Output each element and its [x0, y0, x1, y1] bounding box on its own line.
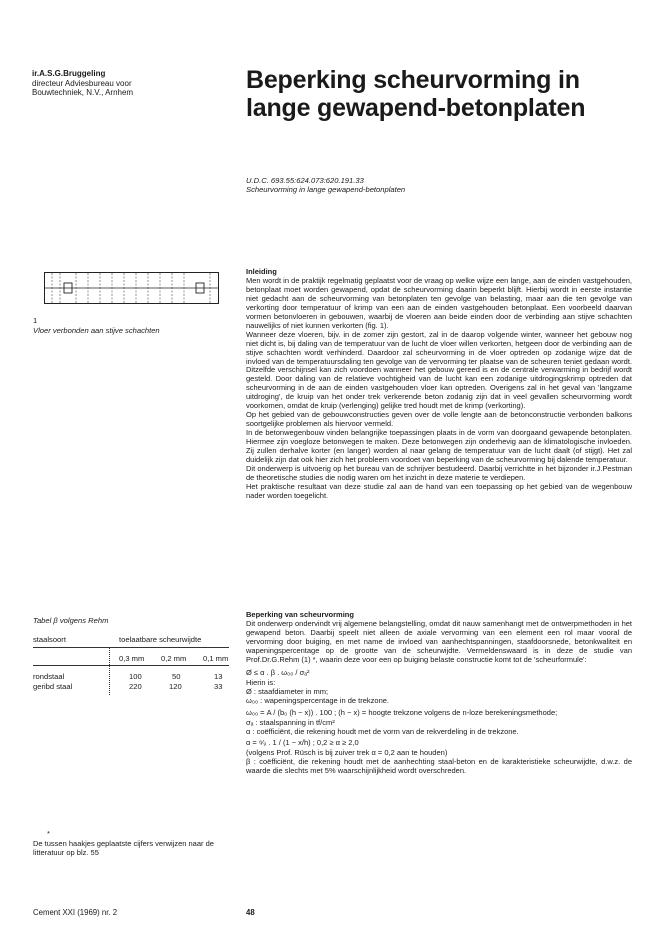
page-number: 48 [246, 908, 255, 917]
author-affiliation-2: Bouwtechniek, N.V., Arnhem [32, 88, 134, 97]
table-row-label: rondstaal [33, 672, 65, 681]
journal-footer: Cement XXI (1969) nr. 2 [33, 908, 118, 917]
table-cell: 50 [172, 672, 181, 681]
author-name: ir.A.S.G.Bruggeling [32, 69, 106, 78]
footnote-mark: * [47, 829, 50, 838]
definition: β : coëfficiënt, die rekening houdt met de aanhechting staal-beton en de karakteristieke scheurwijdte, d.w.z. de waarde die slechts met 5% waarschijnlijkheid wordt overschreden. [246, 757, 632, 776]
definition: ω₀₀ : wapeningspercentage in de trekzone. [246, 695, 390, 705]
paragraph: In de betonwegenbouw vinden belangrijke toepassingen plaats in de vorm van doorgaand gewapende betonplaten. Hiermee zijn voegloze betonwegen te maken. Deze betonwegen zijn onderhevig aan de klimatologische invloeden. Zij zullen derhalve korter (en langer) worden al naar gelang de temperatuur van de lucht daalt (of stijgt). Het zal duidelijk zijn dat ook hier zich het probleem voordoet van beperking van de scheurvorming bij dalende temperatuur. [246, 428, 632, 465]
paragraph: Wanneer deze vloeren, bijv. in de zomer zijn gestort, zal in de daarop volgende winter, wanneer het gebouw nog niet dicht is, bij daling van de temperatuur van de lucht de vloer willen verkorten, hetgeen door de verbinding aan de stijve schachten wordt verhinderd. Daardoor zal scheurvorming in de vloer optreden op zodanige wijze dat de invloed van de temperatuursdaling ten gevolge van de vervorming ter plaatse van de scheuren teniet gedaan wordt. Ditzelfde verschijnsel kan zich voordoen wanneer het gebouw gereed is en de centrale verwarming in bedrijf wordt gesteld. Door daling van de relatieve vochtigheid van de lucht kan een zodanige uitdrogingskrimp optreden dat scheurvorming in de aan de einden vastgehouden vloer kan optreden. Overigens zal in het geval van 'langzame uitdroging', de kruip van het onder trek verkerende beton zodanig zijn dat in veel gevallen scheurvorming wordt voorkomen, omdat de kruip (verlenging) gelijke tred houdt met de krimp (verkorting). [246, 329, 632, 411]
paragraph: Dit onderwerp ondervindt vrij algemene belangstelling, omdat dit nauw samenhangt met de ontwerpmethoden in het gewapend beton. Daarbij speelt niet alleen de axiale vervorming van een element een rol maar vooral de vervorming door buiging, en met name de invloed van aanhechtspanningen, staafdoorsnede, betonkwaliteit en wapeningspercentage op de grootte van de scheurwijdte. Vermeldenswaard is in deze de studie van Prof.Dr.G.Rehm (1) *, waarin deze voor een op buiging belaste constructie komt tot de 'scheurformule': [246, 618, 632, 664]
article-title [246, 66, 585, 122]
title-line-2: lange gewapend-betonplaten [246, 94, 586, 122]
table-divider [109, 647, 110, 695]
table-column-header: 0,1 mm [203, 654, 229, 663]
paragraph: Op het gebied van de gebouwconstructies geven over de volle lengte aan de betonconstructie verbonden balkons soortgelijke problemen als hiervoor vermeld. [246, 410, 632, 429]
figure-number: 1 [33, 316, 38, 325]
udc-block [246, 176, 405, 194]
definition: σₐ : staalspanning in tf/cm² [246, 717, 335, 727]
section-inleiding [246, 268, 632, 501]
author-block [32, 69, 133, 98]
section-beperking [246, 611, 632, 776]
title-line-1: Beperking scheurvorming in [246, 66, 580, 94]
paragraph: Het praktische resultaat van deze studie zal aan de hand van een toepassing op het gebied van de wegenbouw nader worden toegelicht. [246, 481, 632, 500]
footnote [33, 829, 228, 858]
hierin-label: Hierin is: [246, 677, 276, 687]
table-rule [33, 647, 229, 648]
definition: Ø : staafdiameter in mm; [246, 686, 329, 696]
table-cell: 13 [214, 672, 223, 681]
udc-subject: Scheurvorming in lange gewapend-betonplaten [246, 185, 406, 194]
section-heading: Beperking van scheurvorming [246, 610, 354, 619]
definition: (volgens Prof. Rüsch is bij zuiver trek α = 0,2 aan te houden) [246, 748, 448, 758]
footnote-text: De tussen haakjes geplaatste cijfers verwijzen naar de litteratuur op blz. 55 [33, 838, 214, 858]
table-cell: 100 [129, 672, 142, 681]
definition: α : coëfficiënt, die rekening houdt met de vorm van de rekverdeling in de trekzone. [246, 726, 519, 736]
udc-code: U.D.C. 693.55:624.073:620.191.33 [246, 176, 364, 185]
table-header-staalsoort: staalsoort [33, 635, 66, 644]
floor-shafts-figure [44, 272, 219, 304]
table-header-group: toelaatbare scheurwijdte [119, 635, 202, 644]
table-cell: 33 [214, 682, 223, 691]
paragraph: Dit onderwerp is uitvoerig op het bureau van de schrijver bestudeerd. Daarbij verrichtte in het bijzonder ir.J.Pestman de theoretische studies die nodig waren om het inzicht in deze materie te verdiepen. [246, 463, 632, 482]
rehm-table [33, 633, 229, 697]
definition: α = ⁸⁄₉ . 1 / (1 − x/h) ; 0,2 ≥ α ≥ 2,0 [246, 738, 359, 748]
figure-caption-text: Vloer verbonden aan stijve schachten [33, 326, 160, 335]
table-column-header: 0,3 mm [119, 654, 145, 663]
table-rule [33, 665, 229, 666]
definition: ω₀₀ = A / (b₀ (h − x)) . 100 ; (h − x) = hoogte trekzone volgens de n-loze berekeningsmethode; [246, 707, 558, 717]
crack-formula: Ø ≤ α . β . ω₀₀ / σₐ² [246, 667, 310, 677]
section-heading: Inleiding [246, 267, 277, 276]
table-row-label: geribd staal [33, 682, 73, 691]
paragraph: Men wordt in de praktijk regelmatig geplaatst voor de vraag op welke wijze een lange, aan de einden vastgehouden, betonplaat moet worden gewapend, opdat de scheurvorming daarin beperkt blijft. Hierbij wordt in eerste instantie niet gedacht aan de scheurvorming van betonplaten ten gevolge van belasting, maar aan die ten gevolge van verkorting door temperatuur of krimp van een aan de einden vastgehouden betonplaat. Een voorbeeld daarvan vormen betonvloeren in gebouwen, waarbij de vloeren aan beide einden door de verbinding aan stijve schachten nauwelijks of niet kunnen verkorten (fig. 1). [246, 275, 632, 330]
table-caption: Tabel β volgens Rehm [33, 616, 109, 625]
table-column-header: 0,2 mm [161, 654, 187, 663]
figure-caption [33, 316, 160, 336]
author-affiliation-1: directeur Adviesbureau voor [32, 78, 132, 88]
table-cell: 120 [169, 682, 182, 691]
table-cell: 220 [129, 682, 142, 691]
